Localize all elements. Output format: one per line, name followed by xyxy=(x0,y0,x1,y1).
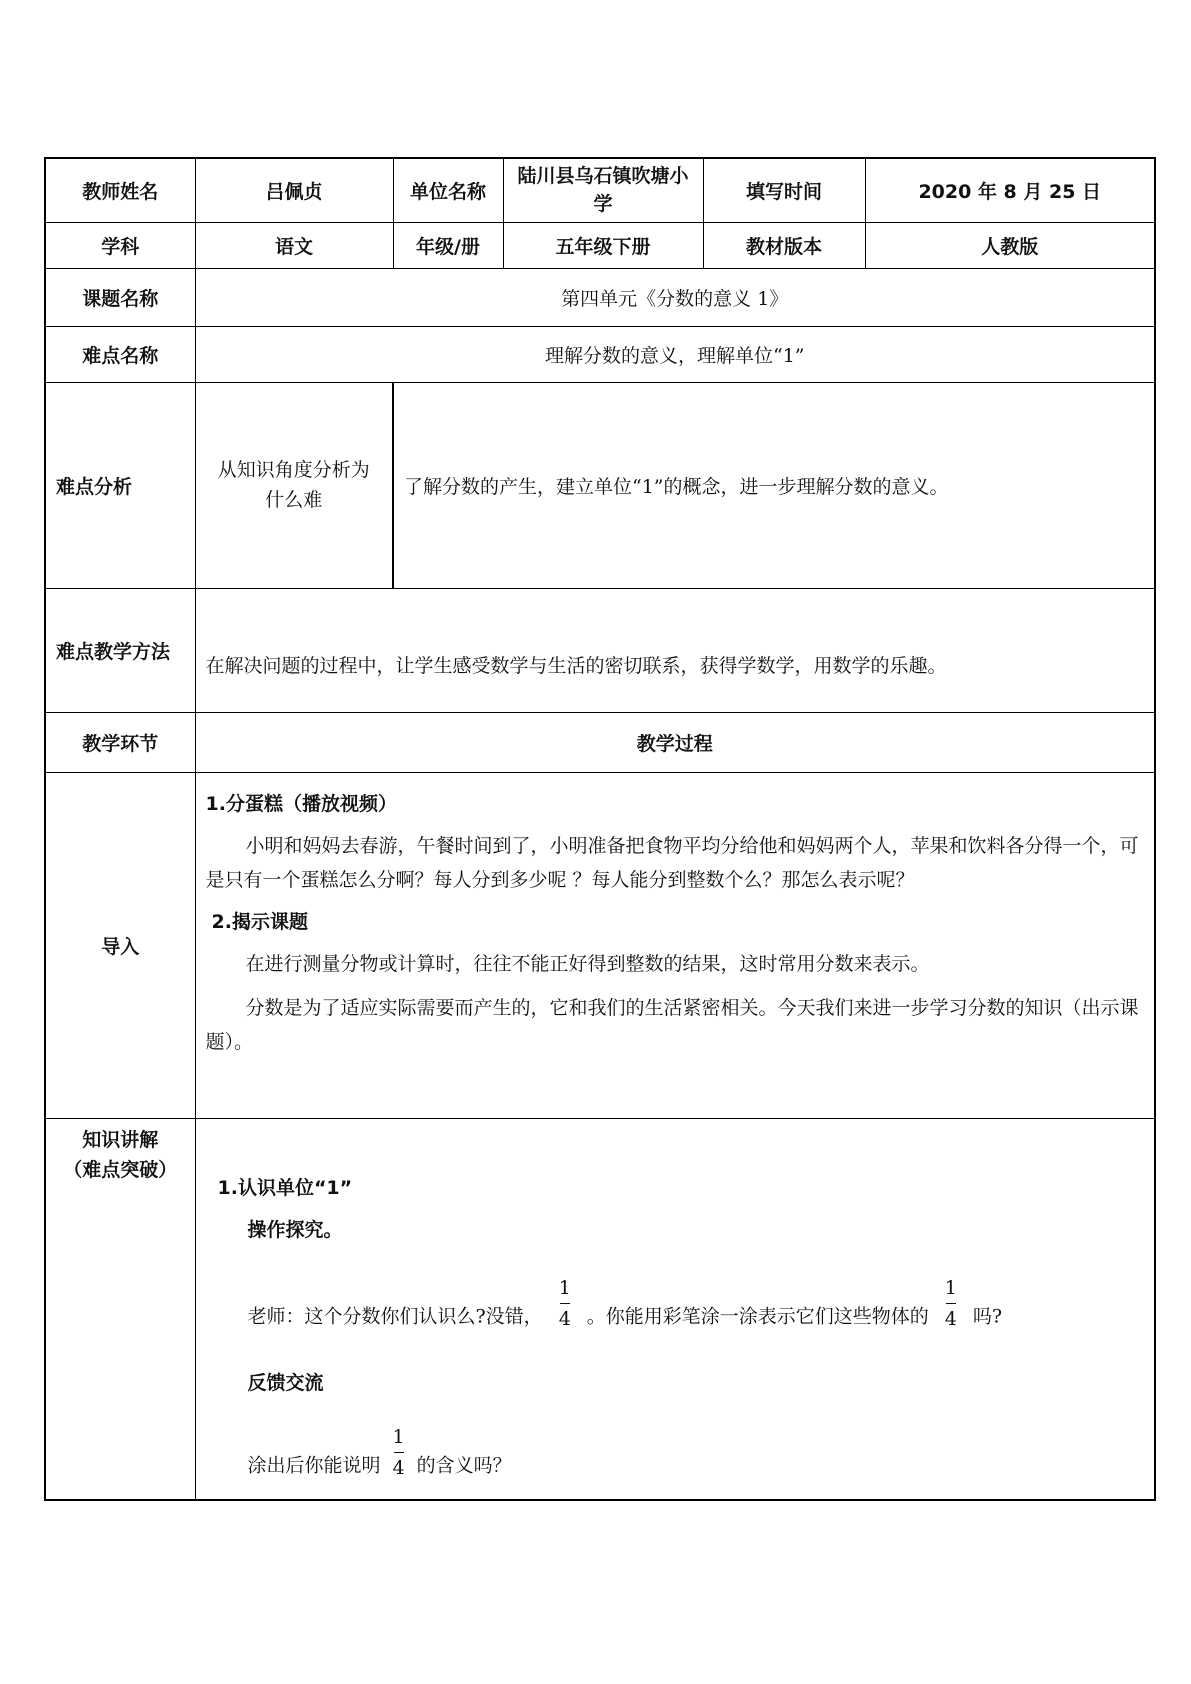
knowledge-label xyxy=(45,1118,195,1500)
intro-paragraph-3: 分数是为了适应实际需要而产生的，它和我们的生活紧密相关。今天我们来进一步学习分数的知识（出示课题）。 xyxy=(205,996,1139,1053)
intro-row xyxy=(45,772,1155,1118)
intro-paragraph-1: 小明和妈妈去春游，午餐时间到了，小明准备把食物平均分给他和妈妈两个人，苹果和饮料各分得一个，可是只有一个蛋糕怎么分啊？每人分到多少呢 ？每人能分到整数个么？那怎么表示呢？ xyxy=(205,834,1139,891)
date-value: 2020 年 8 月 25 日 xyxy=(865,158,1155,222)
topic-row xyxy=(45,268,1155,326)
fraction-one-quarter-1 xyxy=(559,1275,571,1332)
edition-value: 人教版 xyxy=(865,222,1155,268)
intro-heading-1: 1.分蛋糕（播放视频） xyxy=(205,792,397,815)
fraction-numerator: 1 xyxy=(558,1276,571,1299)
difficulty-label: 难点名称 xyxy=(45,326,195,382)
knowledge-line-1-part-c: 吗? xyxy=(972,1305,1003,1327)
fraction-numerator: 1 xyxy=(944,1276,957,1299)
knowledge-heading-2: 操作探究。 xyxy=(247,1218,343,1241)
analysis-value: 了解分数的产生，建立单位“1”的概念，进一步理解分数的意义。 xyxy=(393,382,1155,588)
teacher-label: 教师姓名 xyxy=(45,158,195,222)
process-header-row xyxy=(45,712,1155,772)
fraction-bar xyxy=(560,1303,570,1304)
subject-label: 学科 xyxy=(45,222,195,268)
method-row xyxy=(45,588,1155,712)
intro-content xyxy=(195,772,1155,1118)
knowledge-row xyxy=(45,1118,1155,1500)
unit-label: 单位名称 xyxy=(393,158,503,222)
knowledge-line-1-part-a: 老师：这个分数你们认识么?没错， xyxy=(247,1305,543,1327)
fraction-one-quarter-2 xyxy=(945,1275,957,1332)
knowledge-label-line-2: （难点突破） xyxy=(63,1158,178,1181)
method-value: 在解决问题的过程中，让学生感受数学与生活的密切联系，获得学数学，用数学的乐趣。 xyxy=(195,588,1155,712)
date-label: 填写时间 xyxy=(703,158,865,222)
knowledge-line-1-part-b: 。你能用彩笔涂一涂表示它们这些物体的 xyxy=(586,1305,929,1327)
grade-value: 五年级下册 xyxy=(503,222,703,268)
lesson-plan-table xyxy=(44,157,1156,1501)
fraction-bar xyxy=(946,1303,956,1304)
knowledge-heading-3: 反馈交流 xyxy=(247,1371,324,1394)
lesson-plan-page xyxy=(44,157,1154,1501)
intro-heading-2: 2.揭示课题 xyxy=(211,910,308,933)
fraction-denominator: 4 xyxy=(944,1307,957,1330)
teacher-value: 吕佩贞 xyxy=(195,158,393,222)
grade-label: 年级/册 xyxy=(393,222,503,268)
edition-label: 教材版本 xyxy=(703,222,865,268)
knowledge-line-2-part-a: 涂出后你能说明 xyxy=(247,1454,381,1476)
analysis-label: 难点分析 xyxy=(45,382,195,588)
intro-label: 导入 xyxy=(45,772,195,1118)
difficulty-row xyxy=(45,326,1155,382)
fraction-one-quarter-3 xyxy=(393,1424,405,1481)
process-header-label: 教学环节 xyxy=(45,712,195,772)
process-header-value: 教学过程 xyxy=(195,712,1155,772)
unit-value: 陆川县乌石镇吹塘小学 xyxy=(503,158,703,222)
fraction-denominator: 4 xyxy=(558,1307,571,1330)
difficulty-value: 理解分数的意义，理解单位“1” xyxy=(195,326,1155,382)
topic-value: 第四单元《分数的意义 1》 xyxy=(195,268,1155,326)
fraction-denominator: 4 xyxy=(392,1456,405,1479)
knowledge-line-1 xyxy=(218,1276,1141,1346)
topic-label: 课题名称 xyxy=(45,268,195,326)
knowledge-label-line-1: 知识讲解 xyxy=(82,1128,159,1151)
analysis-sub-label: 从知识角度分析为什么难 xyxy=(195,382,393,588)
header-row-1 xyxy=(45,158,1155,222)
header-row-2 xyxy=(45,222,1155,268)
analysis-row xyxy=(45,382,1155,588)
knowledge-line-2-part-b: 的含义吗？ xyxy=(416,1454,512,1476)
knowledge-content xyxy=(195,1118,1155,1500)
subject-value: 语文 xyxy=(195,222,393,268)
method-label: 难点教学方法 xyxy=(45,588,195,712)
fraction-numerator: 1 xyxy=(392,1425,405,1448)
knowledge-heading-1: 1.认识单位“1” xyxy=(217,1176,353,1199)
intro-paragraph-2: 在进行测量分物或计算时，往往不能正好得到整数的结果，这时常用分数来表示。 xyxy=(245,952,930,975)
knowledge-line-2 xyxy=(218,1425,1141,1495)
fraction-bar xyxy=(394,1452,404,1453)
